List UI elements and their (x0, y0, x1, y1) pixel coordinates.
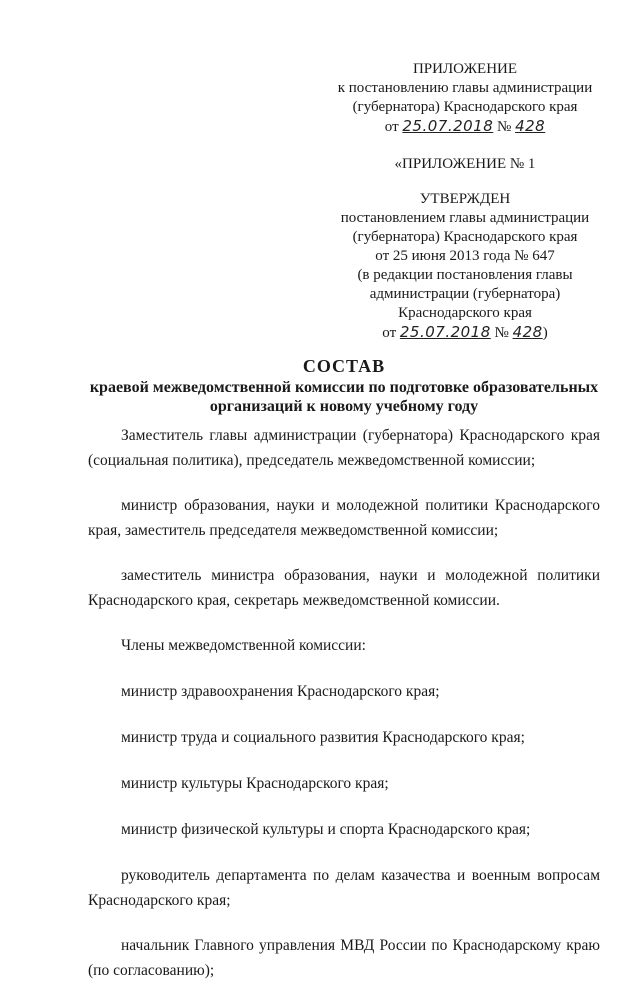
approved-line-3: от 25 июня 2013 года № 647 (375, 248, 555, 264)
member-paragraph: руководитель департамента по делам казачества и военным вопросам Краснодарского края; (88, 867, 600, 909)
title-line-2: организаций к новому учебному году (209, 398, 479, 415)
appendix-header (330, 60, 600, 137)
approved-line-4: (в редакции постановления главы (357, 267, 573, 283)
member-paragraph: министр физической культуры и спорта Краснодарского края; (121, 821, 531, 838)
member-paragraph: министр здравоохранения Краснодарского края; (121, 683, 440, 700)
member-paragraph: начальник Главного управления МВД России по Краснодарскому краю (по согласованию); (88, 937, 600, 979)
approved-from-prefix: от (382, 325, 397, 341)
title-main: СОСТАВ (302, 356, 386, 376)
appendix-date-line (330, 117, 600, 137)
member-paragraph: министр труда и социального развития Краснодарского края; (121, 729, 525, 746)
appendix-line-1: к постановлению главы администрации (337, 80, 593, 96)
appendix-from-prefix: от (384, 119, 399, 135)
approved-line-1: постановлением главы администрации (340, 210, 590, 226)
title-line-1: краевой межведомственной комиссии по подготовке образовательных (89, 379, 599, 396)
approved-line-5: администрации (губернатора) (369, 286, 561, 302)
appendix-label: ПРИЛОЖЕНИЕ (412, 61, 518, 77)
approved-number-sign: № (494, 325, 509, 341)
approved-closing: ) (542, 325, 548, 341)
member-paragraph: министр культуры Краснодарского края; (121, 775, 389, 792)
appendix-number: 428 (515, 117, 546, 135)
appendix-date: 25.07.2018 (402, 117, 494, 135)
approved-date-line (330, 323, 600, 343)
approved-header (330, 155, 600, 343)
approved-number: 428 (512, 323, 543, 341)
approved-line-6: Краснодарского края (398, 305, 532, 321)
member-paragraph: заместитель министра образования, науки и молодежной политики Краснодарского края, секретарь межведомственной комиссии. (88, 567, 600, 609)
document-title (88, 357, 600, 416)
members-list (88, 423, 600, 1003)
approved-date: 25.07.2018 (399, 323, 491, 341)
approved-line-2: (губернатора) Краснодарского края (352, 229, 578, 245)
member-paragraph: Заместитель главы администрации (губернатора) Краснодарского края (социальная политика), председатель межведомственной комиссии; (88, 427, 600, 469)
approved-label: УТВЕРЖДЕН (419, 191, 511, 207)
member-paragraph: министр образования, науки и молодежной политики Краснодарского края, заместитель председателя межведомственной комиссии; (88, 497, 600, 539)
appendix-number-title: «ПРИЛОЖЕНИЕ № 1 (394, 156, 536, 172)
appendix-line-2: (губернатора) Краснодарского края (352, 99, 578, 115)
appendix-number-sign: № (497, 119, 512, 135)
members-heading: Члены межведомственной комиссии: (121, 637, 366, 654)
